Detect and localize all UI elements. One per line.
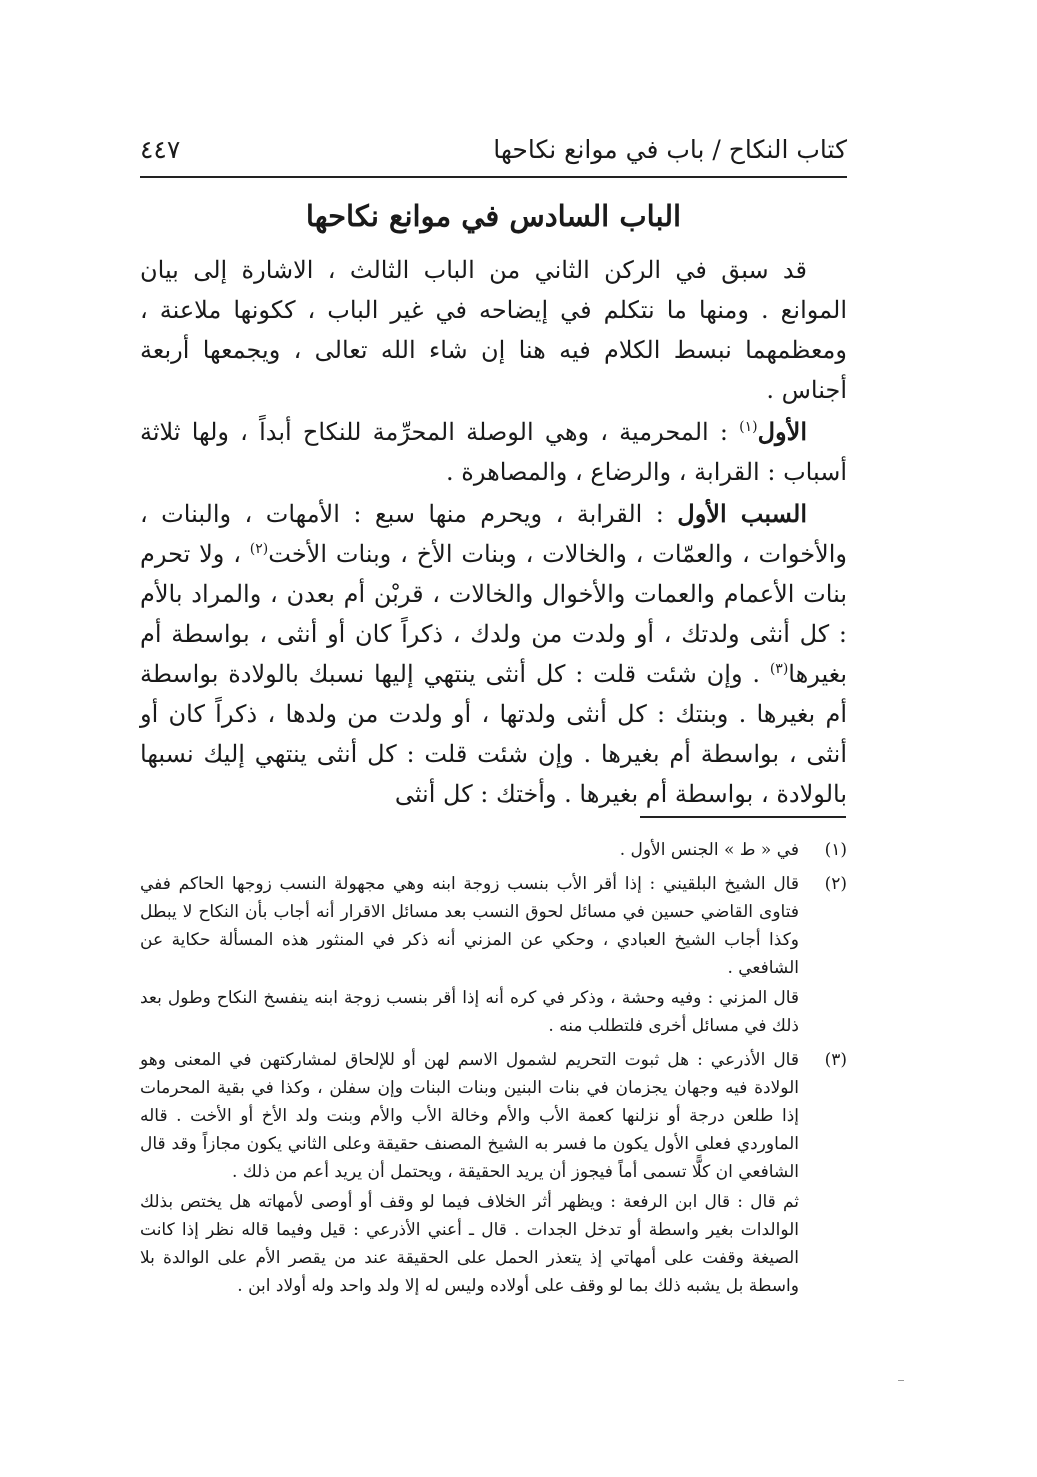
paragraph-first-genus-text: : المحرمية ، وهي الوصلة المحرِّمة للنكاح أبداً ، ولها ثلاثة أسباب : القرابة ، والرضاع ، والمصاهرة . [140,418,847,486]
paragraph-first-cause-text-c: . وإن شئت قلت : كل أنثى ينتهي إليها نسبك بالولادة بواسطة أم بغيرها . وبنتك : كل أنثى ولدتها ، أو ولدت من ولدها ، ذكراً كان أو أنثى ، بواسطة أم بغيرها . وإن شئت قلت : كل أنثى ينتهي إليك نسبها بالولادة ، بواسطة أم بغيرها . وأختك : كل أنثى [140,660,848,808]
footnote-number: (١) [824,840,847,860]
footnote-2 [140,870,847,1040]
footnote-number: (٣) [824,1050,847,1070]
footnote-ref-2[interactable]: (٢) [249,541,269,557]
paragraph-intro [140,250,847,410]
footnote-continuation: ثم قال : قال ابن الرفعة : ويظهر أثر الخلاف فيما لو وقف أو أوصى لأمهاته هل يختص بذلك الوالدات بغير واسطة أو تدخل الجدات . قال ـ أعني الأذرعي : قيل وفيما قاله نظر إذا كانت الصيغة وقفت على أمهاتي إذ يتعذر الحمل على الحقيقة عند من يقصر الأم على الوالدة بلا واسطة بل يشبه ذلك بما لو وقف على أولاده وليس له إلا ولد واحد وله أولاد ابن . [140,1192,799,1296]
footnote-text: في « ط » الجنس الأول . [619,840,799,860]
footnote-ref-1[interactable]: (١) [739,419,758,435]
paragraph-first-cause [140,494,847,814]
running-head [140,132,847,172]
footnote-ref-3[interactable]: (٣) [769,661,789,677]
header-rule [140,176,847,178]
footnote-text: قال الشيخ البلقيني : إذا أقر الأب بنسب زوجة ابنه وهي مجهولة النسب زوجها الحاكم ففي فتاوى القاضي حسين في مسائل لحوق النسب بعد مسائل الاقرار أنه أجاب بأن النكاح لا يبطل وكذا أجاب الشيخ العبادي ، وحكي عن المزني أنه ذكر في المنثور هذه المسألة حكاية عن الشافعي . [140,874,799,978]
paragraph-first-cause-text-b: ، ولا تحرم بنات الأعمام والعمات والأخوال والخالات ، قربْن أم بعدن ، والمراد بالأم : كل أنثى ولدتك ، أو ولدت من ولدك ، ذكراً كان أو أنثى ، بواسطة أم بغيرها [140,540,847,688]
page-number: ٤٤٧ [140,135,181,164]
paragraph-lead-first-cause: السبب الأول [677,499,807,528]
running-title: كتاب النكاح / باب في موانع نكاحها [493,135,847,164]
paragraph-intro-text: قد سبق في الركن الثاني من الباب الثالث ، الاشارة إلى بيان الموانع . ومنها ما نتكلم في إيضاحه في غير الباب ، ككونها ملاعنة ، ومعظمهما نبسط الكلام فيه هنا إن شاء الله تعالى ، ويجمعها أربعة أجناس . [140,256,847,404]
paragraph-first-genus [140,412,847,492]
chapter-title: الباب السادس في موانع نكاحها [305,199,682,233]
paragraph-first-cause-text-a: : القرابة ، ويحرم منها سبع : الأمهات ، والبنات ، والأخوات ، والعمّات ، والخالات ، وبنات الأخ ، وبنات الأخت [140,500,848,568]
footnote-text: قال الأذرعي : هل ثبوت التحريم لشمول الاسم لهن أو للإلحاق لمشاركتهن في المعنى وهو الولادة فيه وجهان يجزمان في بنات البنين وبنات البنات وإن سفلن ، وكذا في بقية المحرمات إذا طلعن درجة أو نزلنها كعمة الأب والأم وخالة الأب والأم وبنت ولد الأخ أو الأخت . قاله الماوردي فعلى الأول يكون ما فسر به الشيخ المصنف حقيقة وعلى الثاني يكون مجازاً وقد قال الشافعي ان كلًّا تسمى أماً فيجوز أن يريد الحقيقة ، ويحتمل أن يريد أعم من ذلك . [140,1050,799,1182]
footnote-number: (٢) [824,874,847,894]
footnote-continuation: قال المزني : وفيه وحشة ، وذكر في كره أنه إذا أقر بنسب زوجة ابنه ينفسخ النكاح وطول بعد ذلك في مسائل أخرى فلتطلب منه . [140,988,799,1036]
footnote-3 [140,1046,847,1300]
paragraph-lead-first: الأول [757,417,807,446]
footnotes [140,836,847,1306]
footnote-separator [640,816,846,818]
footnote-1 [140,836,847,864]
scan-mark [898,1380,904,1381]
